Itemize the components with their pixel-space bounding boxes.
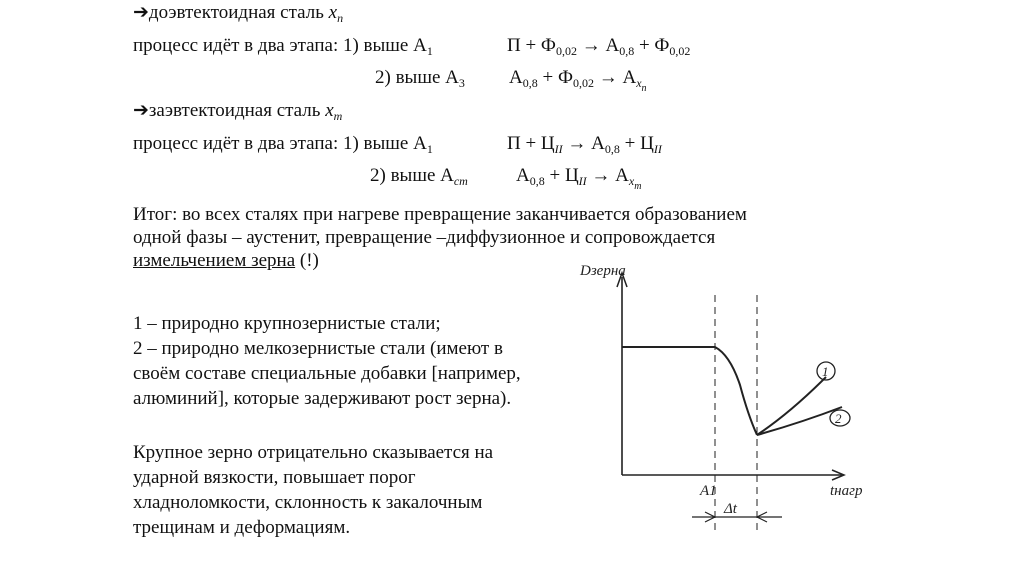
curve-2-label: 2: [835, 411, 842, 426]
grain-size-sketch: [560, 255, 900, 565]
a1-label: A1: [700, 483, 717, 499]
curve-2: [757, 407, 842, 435]
hyper-process-step1: процесс идёт в два этапа: 1) выше $А_1$: [133, 133, 433, 156]
summary-line-1: Итог: во всех сталях при нагреве превращение заканчивается образованием: [133, 204, 747, 225]
conclusion-4: трещинам и деформациям.: [133, 517, 351, 538]
curve-1: [757, 377, 826, 435]
hypo-reaction-2: $А_{0,8} + Ф_{0,02} \to А_{x_n}$: [509, 67, 647, 94]
arrow-icon: ➔: [133, 2, 149, 23]
conclusion-2: ударной вязкости, повышает порог: [133, 467, 416, 488]
note-4: алюминий], которые задерживают рост зерна).: [133, 388, 512, 409]
conclusion-3: хладноломкости, склонность к закалочным: [133, 492, 483, 513]
hypo-process-step1: процесс идёт в два этапа: 1) выше $А_1$: [133, 35, 433, 58]
note-1: 1 – природно крупнозернистые стали;: [133, 313, 441, 334]
dt-label: Δt: [724, 501, 737, 517]
hyper-reaction-2: $А_{0,8} + Ц_{II} \to А_{x_m}$: [516, 165, 642, 192]
x-axis-label: tнагр: [830, 483, 863, 499]
y-axis-label: Dзерна: [580, 263, 626, 279]
grain-size-curve: [622, 347, 757, 435]
conclusion-1: Крупное зерно отрицательно сказывается на: [133, 442, 494, 463]
hypereutectoid-heading: ➔заэвтектоидная сталь $x_m$: [133, 100, 343, 123]
arrow-icon: ➔: [133, 100, 149, 121]
hypo-reaction-1: $П + Ф_{0,02} \to А_{0,8} + Ф_{0,02}$: [507, 35, 691, 58]
note-3: своём составе специальные добавки [например,: [133, 363, 521, 384]
curve-1-label: 1: [822, 364, 829, 379]
hypoeutectoid-heading: ➔доэвтектоидная сталь $x_n$: [133, 2, 344, 25]
note-2: 2 – природно мелкозернистые стали (имеют в: [133, 338, 503, 359]
hypo-process-step2: 2) выше $А_3$: [375, 67, 465, 90]
summary-line-2: одной фазы – аустенит, превращение –диффузионное и сопровождается: [133, 227, 716, 248]
hyper-process-step2: 2) выше $А_{cm}$: [370, 165, 468, 188]
summary-line-3: измельчением зерна (!): [133, 250, 319, 271]
hyper-reaction-1: $П + Ц_{II} \to А_{0,8} + Ц_{II}$: [507, 133, 662, 156]
